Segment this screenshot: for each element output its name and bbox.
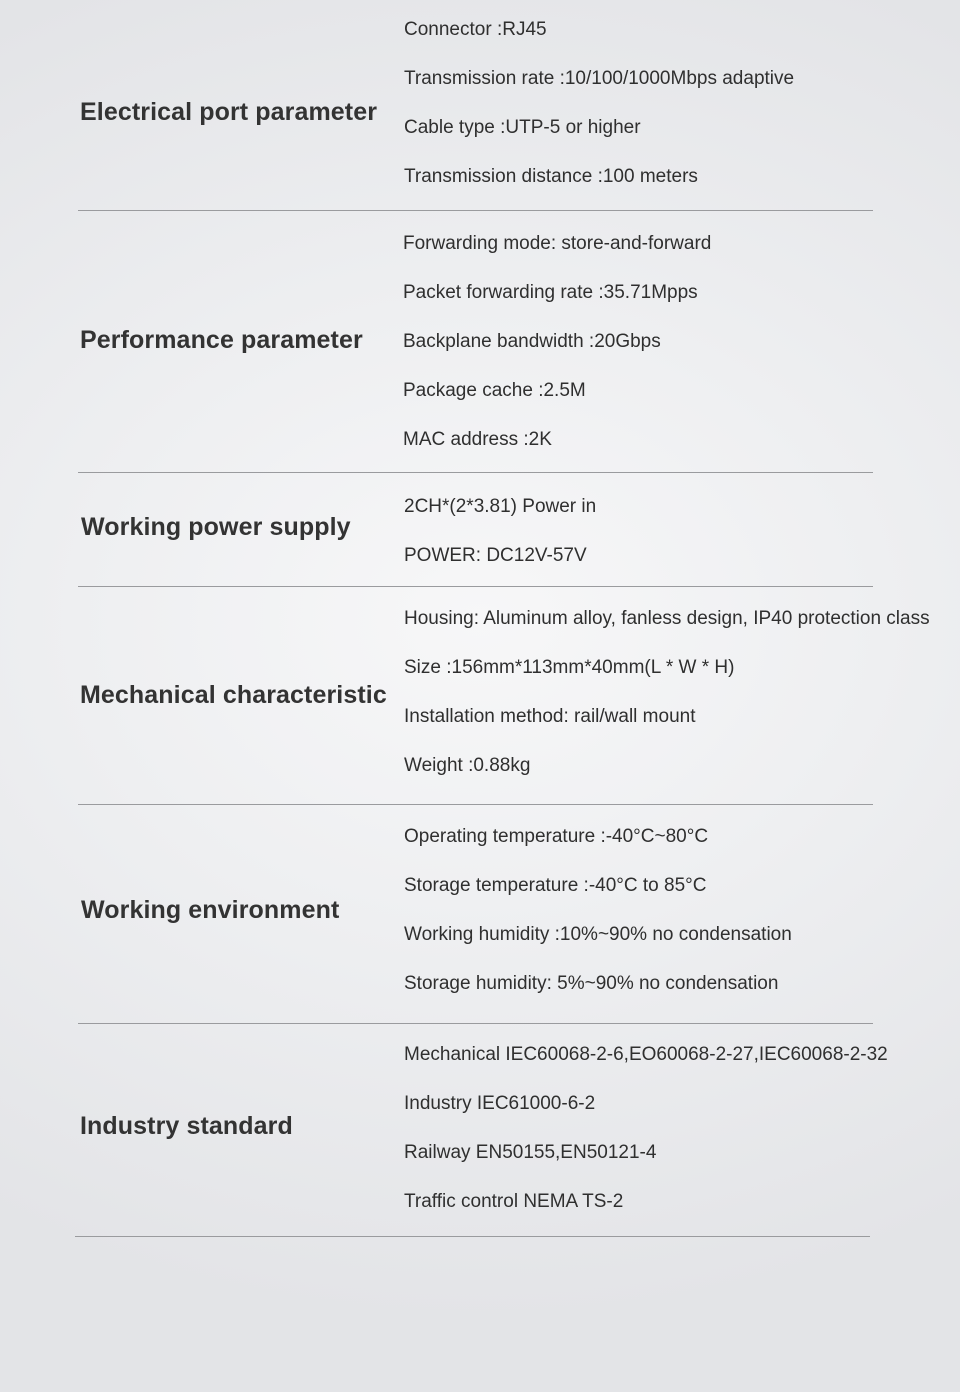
spec-line: 2CH*(2*3.81) Power in [404, 496, 597, 517]
spec-line: Transmission rate :10/100/1000Mbps adaptive [404, 68, 795, 89]
section-divider [78, 210, 873, 211]
spec-line: POWER: DC12V-57V [404, 545, 587, 566]
section-title: Electrical port parameter [80, 98, 378, 126]
section-divider [78, 804, 873, 805]
section-title: Performance parameter [80, 326, 363, 354]
spec-line: Packet forwarding rate :35.71Mpps [403, 282, 698, 303]
spec-line: Backplane bandwidth :20Gbps [403, 331, 661, 352]
section-divider [78, 472, 873, 473]
spec-line: Storage humidity: 5%~90% no condensation [404, 973, 779, 994]
section-title: Working power supply [81, 513, 351, 541]
spec-line: Size :156mm*113mm*40mm(L * W * H) [404, 657, 735, 678]
spec-line: Industry IEC61000-6-2 [404, 1093, 596, 1114]
section-title: Industry standard [80, 1112, 293, 1140]
spec-line: Forwarding mode: store-and-forward [403, 233, 712, 254]
spec-line: Package cache :2.5M [403, 380, 586, 401]
spec-line: Storage temperature :-40°C to 85°C [404, 875, 707, 896]
spec-line: Traffic control NEMA TS-2 [404, 1191, 624, 1212]
spec-line: Operating temperature :-40°C~80°C [404, 826, 709, 847]
spec-line: Cable type :UTP-5 or higher [404, 117, 641, 138]
spec-line: Housing: Aluminum alloy, fanless design, IP40 protection class [404, 608, 930, 629]
section-title: Mechanical characteristic [80, 681, 387, 709]
spec-line: Transmission distance :100 meters [404, 166, 698, 187]
section-divider [78, 586, 873, 587]
spec-line: Railway EN50155,EN50121-4 [404, 1142, 657, 1163]
section-divider [78, 1023, 873, 1024]
spec-line: Connector :RJ45 [404, 19, 547, 40]
section-title: Working environment [81, 896, 340, 924]
spec-line: MAC address :2K [403, 429, 552, 450]
spec-line: Working humidity :10%~90% no condensation [404, 924, 792, 945]
spec-line: Weight :0.88kg [404, 755, 531, 776]
spec-line: Installation method: rail/wall mount [404, 706, 696, 727]
section-divider [75, 1236, 870, 1237]
spec-line: Mechanical IEC60068-2-6,EO60068-2-27,IEC60068-2-32 [404, 1044, 888, 1065]
